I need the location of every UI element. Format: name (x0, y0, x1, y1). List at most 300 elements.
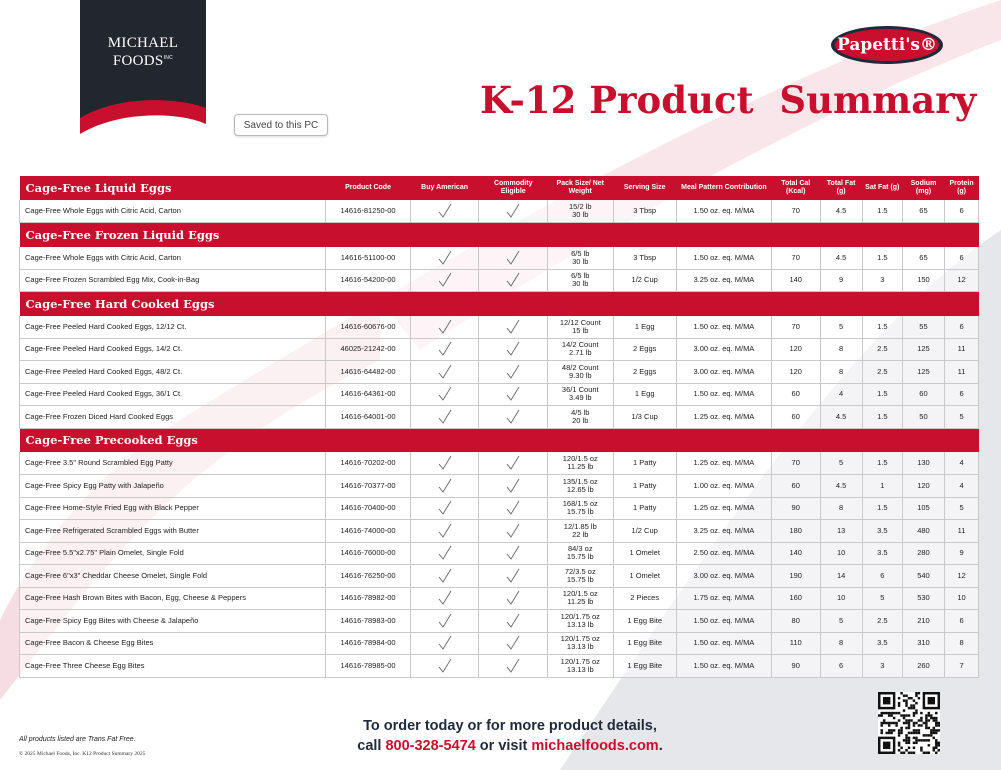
meal-pattern: 1.75 oz. eq. M/MA (676, 587, 771, 610)
category-filler (820, 292, 862, 316)
copyright-text: © 2025 Michael Foods, Inc. K12 Product Summary 2025 (19, 751, 146, 757)
buy-american-check-icon (410, 475, 479, 498)
category-filler (820, 223, 862, 247)
commodity-eligible-check-icon (479, 655, 548, 678)
category-filler (862, 428, 902, 452)
product-name: Cage-Free Peeled Hard Cooked Eggs, 14/2 Ct. (20, 338, 326, 361)
commodity-eligible-check-icon (479, 247, 548, 270)
pack-size (548, 565, 613, 588)
protein: 12 (945, 269, 979, 292)
pack-size (548, 632, 613, 655)
column-header-pack: Pack Size/ Net Weight (548, 176, 613, 200)
net-weight: 2.71 lb (569, 348, 592, 358)
sodium: 540 (902, 565, 944, 588)
pack-size (548, 269, 613, 292)
category-filler (771, 428, 820, 452)
pack-count: 12/1.85 lb (563, 521, 597, 531)
total-fat: 8 (820, 361, 862, 384)
total-fat: 4.5 (820, 475, 862, 498)
sodium: 65 (902, 247, 944, 270)
column-header-buy: Buy American (410, 176, 479, 200)
category-filler (902, 223, 944, 247)
protein: 6 (945, 383, 979, 406)
total-calories: 190 (771, 565, 820, 588)
papettis-logo (830, 25, 944, 65)
buy-american-check-icon (410, 406, 479, 429)
product-code: 14616-70202-00 (326, 452, 410, 475)
buy-american-check-icon (410, 269, 479, 292)
column-header-serving: Serving Size (613, 176, 676, 200)
total-calories: 90 (771, 497, 820, 520)
net-weight: 15.75 lb (566, 507, 594, 517)
column-header-satfat: Sat Fat (g) (862, 176, 902, 200)
category-filler (676, 292, 771, 316)
sat-fat: 1.5 (862, 406, 902, 429)
column-header-code: Product Code (326, 176, 410, 200)
sodium: 55 (902, 316, 944, 339)
meal-pattern: 3.25 oz. eq. M/MA (676, 520, 771, 543)
cta-or: or visit (475, 738, 532, 754)
serving-size: 1/2 Cup (613, 520, 676, 543)
pack-size (548, 406, 613, 429)
category-filler (548, 223, 613, 247)
buy-american-check-icon (410, 565, 479, 588)
protein: 12 (945, 565, 979, 588)
product-code: 14616-76250-00 (326, 565, 410, 588)
protein: 9 (945, 542, 979, 565)
product-code: 14616-78984-00 (326, 632, 410, 655)
pack-count: 120/1.5 oz (562, 589, 598, 599)
category-filler (410, 428, 479, 452)
category-filler (410, 292, 479, 316)
total-calories: 60 (771, 406, 820, 429)
cta-call: call (357, 738, 386, 754)
commodity-eligible-check-icon (479, 475, 548, 498)
product-code: 14616-60676-00 (326, 316, 410, 339)
order-call-to-action (300, 716, 720, 756)
sat-fat: 2.5 (862, 610, 902, 633)
total-fat: 4.5 (820, 200, 862, 223)
sat-fat: 3 (862, 655, 902, 678)
category-filler (771, 292, 820, 316)
total-fat: 5 (820, 610, 862, 633)
category-filler (862, 292, 902, 316)
serving-size: 1 Egg (613, 316, 676, 339)
table-row (20, 632, 979, 655)
product-name: Cage-Free Peeled Hard Cooked Eggs, 12/12 Ct. (20, 316, 326, 339)
meal-pattern: 1.00 oz. eq. M/MA (676, 475, 771, 498)
table-row (20, 452, 979, 475)
pack-size (548, 383, 613, 406)
meal-pattern: 1.50 oz. eq. M/MA (676, 383, 771, 406)
website-link[interactable]: michaelfoods.com (531, 738, 659, 754)
net-weight: 11.25 lb (567, 597, 594, 607)
buy-american-check-icon (410, 542, 479, 565)
total-calories: 180 (771, 520, 820, 543)
phone-number-link[interactable]: 800-328-5474 (385, 738, 476, 754)
net-weight: 30 lb (572, 210, 589, 219)
saved-to-pc-badge[interactable]: Saved to this PC (234, 114, 328, 136)
net-weight: 12.65 lb (566, 484, 594, 494)
pack-count: 120/1.75 oz (560, 611, 600, 621)
product-name: Cage-Free Hash Brown Bites with Bacon, Egg, Cheese & Peppers (20, 587, 326, 610)
pack-size (548, 361, 613, 384)
product-code: 14616-64001-00 (326, 406, 410, 429)
total-fat: 4.5 (820, 247, 862, 270)
category-filler (945, 223, 979, 247)
total-calories: 70 (771, 200, 820, 223)
category-filler (676, 428, 771, 452)
commodity-eligible-check-icon (479, 383, 548, 406)
net-weight: 11.25 lb (567, 462, 594, 471)
commodity-eligible-check-icon (479, 497, 548, 520)
serving-size: 1 Patty (613, 497, 676, 520)
sat-fat: 2.5 (862, 338, 902, 361)
column-header-meal: Meal Pattern Contribution (676, 176, 771, 200)
cta-end: . (658, 738, 663, 754)
serving-size: 1/2 Cup (613, 269, 676, 292)
product-code: 14616-78985-00 (326, 655, 410, 678)
buy-american-check-icon (410, 383, 479, 406)
pack-size (548, 452, 613, 475)
product-code: 14616-74000-00 (326, 520, 410, 543)
sodium: 50 (902, 406, 944, 429)
product-code: 14616-70400-00 (326, 497, 410, 520)
serving-size: 1 Egg Bite (613, 655, 676, 678)
total-calories: 70 (771, 452, 820, 475)
total-fat: 9 (820, 269, 862, 292)
product-name: Cage-Free Bacon & Cheese Egg Bites (20, 632, 326, 655)
sodium: 210 (902, 610, 944, 633)
table-row (20, 200, 979, 223)
sodium: 125 (902, 338, 944, 361)
commodity-eligible-check-icon (479, 542, 548, 565)
net-weight: 13.13 lb (566, 619, 594, 629)
pack-count: 14/2 Count (561, 340, 599, 350)
product-name: Cage-Free Spicy Egg Patty with Jalapeño (20, 475, 326, 498)
sodium: 65 (902, 200, 944, 223)
total-fat: 5 (820, 452, 862, 475)
page-title: K-12 Product Summary (480, 78, 977, 122)
column-header-cal: Total Cal (Kcal) (771, 176, 820, 200)
papettis-logo-text: Papetti's® (837, 35, 937, 55)
table-row (20, 475, 979, 498)
serving-size: 1 Omelet (613, 542, 676, 565)
pack-size (548, 610, 613, 633)
pack-size (548, 247, 613, 270)
pack-size (548, 655, 613, 678)
michael-foods-logo (80, 0, 206, 140)
commodity-eligible-check-icon (479, 338, 548, 361)
category-filler (902, 292, 944, 316)
protein: 11 (945, 361, 979, 384)
product-code: 46025-21242-00 (326, 338, 410, 361)
cta-line1: To order today or for more product details, (363, 718, 657, 734)
qr-code-icon[interactable] (878, 692, 940, 754)
table-row (20, 565, 979, 588)
sat-fat: 1 (862, 475, 902, 498)
net-weight: 13.13 lb (566, 664, 594, 674)
protein: 5 (945, 406, 979, 429)
category-row (20, 428, 979, 452)
serving-size: 3 Tbsp (613, 247, 676, 270)
pack-size (548, 542, 613, 565)
product-name: Cage-Free Home-Style Fried Egg with Black Pepper (20, 497, 326, 520)
total-calories: 120 (771, 361, 820, 384)
category-filler (945, 428, 979, 452)
product-code: 14616-54200-00 (326, 269, 410, 292)
product-code: 14616-64361-00 (326, 383, 410, 406)
buy-american-check-icon (410, 452, 479, 475)
serving-size: 2 Pieces (613, 587, 676, 610)
product-name: Cage-Free Peeled Hard Cooked Eggs, 48/2 Ct. (20, 361, 326, 384)
buy-american-check-icon (410, 361, 479, 384)
net-weight: 13.13 lb (566, 642, 594, 652)
pack-size (548, 475, 613, 498)
category-filler (820, 428, 862, 452)
total-fat: 10 (820, 587, 862, 610)
meal-pattern: 1.50 oz. eq. M/MA (676, 200, 771, 223)
serving-size: 1/3 Cup (613, 406, 676, 429)
total-fat: 10 (820, 542, 862, 565)
serving-size: 1 Egg Bite (613, 610, 676, 633)
serving-size: 1 Patty (613, 452, 676, 475)
serving-size: 1 Egg (613, 383, 676, 406)
column-header-sodium: Sodium (mg) (902, 176, 944, 200)
sat-fat: 3 (862, 269, 902, 292)
buy-american-check-icon (410, 316, 479, 339)
commodity-eligible-check-icon (479, 452, 548, 475)
pack-count: 4/5 lb (571, 407, 590, 417)
pack-size (548, 520, 613, 543)
commodity-eligible-check-icon (479, 587, 548, 610)
table-row (20, 406, 979, 429)
category-name: Cage-Free Hard Cooked Eggs (20, 292, 326, 316)
category-filler (479, 292, 548, 316)
total-calories: 160 (771, 587, 820, 610)
protein: 11 (945, 520, 979, 543)
table-row (20, 316, 979, 339)
product-summary-table (19, 176, 979, 678)
category-filler (548, 292, 613, 316)
product-code: 14616-81250-00 (326, 200, 410, 223)
total-calories: 140 (771, 542, 820, 565)
buy-american-check-icon (410, 632, 479, 655)
protein: 4 (945, 475, 979, 498)
meal-pattern: 1.25 oz. eq. M/MA (676, 452, 771, 475)
category-row (20, 223, 979, 247)
commodity-eligible-check-icon (479, 406, 548, 429)
sat-fat: 1.5 (862, 316, 902, 339)
logo-company-line2: FOODS (112, 53, 164, 69)
category-filler (771, 223, 820, 247)
total-calories: 70 (771, 316, 820, 339)
table-row (20, 655, 979, 678)
total-fat: 5 (820, 316, 862, 339)
pack-count: 6/5 lb (571, 248, 590, 258)
table-row (20, 361, 979, 384)
meal-pattern: 1.50 oz. eq. M/MA (676, 316, 771, 339)
buy-american-check-icon (410, 200, 479, 223)
total-calories: 120 (771, 338, 820, 361)
category-filler (479, 428, 548, 452)
total-fat: 8 (820, 632, 862, 655)
buy-american-check-icon (410, 338, 479, 361)
buy-american-check-icon (410, 655, 479, 678)
net-weight: 3.49 lb (569, 393, 592, 403)
sat-fat: 3.5 (862, 520, 902, 543)
meal-pattern: 1.25 oz. eq. M/MA (676, 406, 771, 429)
meal-pattern: 1.25 oz. eq. M/MA (676, 497, 771, 520)
total-calories: 70 (771, 247, 820, 270)
category-filler (326, 428, 410, 452)
protein: 8 (945, 632, 979, 655)
sodium: 280 (902, 542, 944, 565)
total-fat: 4 (820, 383, 862, 406)
pack-count: 120/1.75 oz (560, 656, 600, 666)
serving-size: 1 Omelet (613, 565, 676, 588)
product-code: 14616-78982-00 (326, 587, 410, 610)
category-filler (613, 428, 676, 452)
category-name: Cage-Free Frozen Liquid Eggs (20, 223, 326, 247)
product-name: Cage-Free Frozen Scrambled Egg Mix, Cook-in-Bag (20, 269, 326, 292)
table-row (20, 383, 979, 406)
product-code: 14616-70377-00 (326, 475, 410, 498)
category-row (20, 176, 979, 200)
product-code: 14616-76000-00 (326, 542, 410, 565)
protein: 6 (945, 610, 979, 633)
commodity-eligible-check-icon (479, 361, 548, 384)
commodity-eligible-check-icon (479, 520, 548, 543)
serving-size: 2 Eggs (613, 338, 676, 361)
trans-fat-note: All products listed are Trans Fat Free. (19, 736, 136, 743)
commodity-eligible-check-icon (479, 632, 548, 655)
meal-pattern: 1.50 oz. eq. M/MA (676, 610, 771, 633)
sat-fat: 5 (862, 587, 902, 610)
serving-size: 2 Eggs (613, 361, 676, 384)
total-fat: 13 (820, 520, 862, 543)
sat-fat: 2.5 (862, 361, 902, 384)
total-calories: 140 (771, 269, 820, 292)
protein: 6 (945, 200, 979, 223)
total-calories: 110 (771, 632, 820, 655)
pack-count: 168/1.5 oz (562, 499, 598, 509)
buy-american-check-icon (410, 610, 479, 633)
sat-fat: 3.5 (862, 632, 902, 655)
pack-count: 48/2 Count (561, 362, 599, 372)
protein: 4 (945, 452, 979, 475)
pack-count: 72/3.5 oz (564, 566, 596, 576)
logo-shield-shape (80, 0, 206, 140)
total-calories: 90 (771, 655, 820, 678)
commodity-eligible-check-icon (479, 200, 548, 223)
category-name: Cage-Free Precooked Eggs (20, 428, 326, 452)
commodity-eligible-check-icon (479, 610, 548, 633)
meal-pattern: 3.25 oz. eq. M/MA (676, 269, 771, 292)
table-row (20, 338, 979, 361)
category-filler (548, 428, 613, 452)
buy-american-check-icon (410, 520, 479, 543)
total-calories: 60 (771, 475, 820, 498)
total-fat: 14 (820, 565, 862, 588)
category-name: Cage-Free Liquid Eggs (20, 176, 326, 200)
total-fat: 4.5 (820, 406, 862, 429)
net-weight: 22 lb (572, 529, 589, 539)
product-name: Cage-Free Refrigerated Scrambled Eggs with Butter (20, 520, 326, 543)
net-weight: 30 lb (572, 256, 589, 266)
net-weight: 15.75 lb (566, 574, 594, 584)
commodity-eligible-check-icon (479, 269, 548, 292)
serving-size: 1 Egg Bite (613, 632, 676, 655)
meal-pattern: 1.50 oz. eq. M/MA (676, 247, 771, 270)
commodity-eligible-check-icon (479, 316, 548, 339)
table-row (20, 610, 979, 633)
buy-american-check-icon (410, 587, 479, 610)
meal-pattern: 3.00 oz. eq. M/MA (676, 565, 771, 588)
net-weight: 9.30 lb (569, 370, 592, 380)
table-row (20, 247, 979, 270)
sat-fat: 1.5 (862, 452, 902, 475)
net-weight: 15.75 lb (566, 552, 594, 562)
pack-count: 36/1 Count (561, 385, 599, 395)
pack-count: 120/1.75 oz (560, 634, 600, 644)
category-filler (613, 292, 676, 316)
sodium: 120 (902, 475, 944, 498)
category-filler (862, 223, 902, 247)
sat-fat: 1.5 (862, 383, 902, 406)
sodium: 530 (902, 587, 944, 610)
sodium: 125 (902, 361, 944, 384)
product-name: Cage-Free Frozen Diced Hard Cooked Eggs (20, 406, 326, 429)
net-weight: 30 lb (572, 279, 589, 289)
serving-size: 1 Patty (613, 475, 676, 498)
category-filler (326, 292, 410, 316)
sodium: 105 (902, 497, 944, 520)
pack-size (548, 338, 613, 361)
product-name: Cage-Free Whole Eggs with Citric Acid, Carton (20, 200, 326, 223)
sodium: 260 (902, 655, 944, 678)
product-name: Cage-Free 5.5"x2.75" Plain Omelet, Single Fold (20, 542, 326, 565)
logo-company-mark: INC (163, 55, 174, 61)
meal-pattern: 1.50 oz. eq. M/MA (676, 655, 771, 678)
sat-fat: 3.5 (862, 542, 902, 565)
category-row (20, 292, 979, 316)
meal-pattern: 1.50 oz. eq. M/MA (676, 632, 771, 655)
total-fat: 8 (820, 338, 862, 361)
protein: 11 (945, 338, 979, 361)
table-row (20, 497, 979, 520)
sodium: 130 (902, 452, 944, 475)
pack-size (548, 497, 613, 520)
category-filler (902, 428, 944, 452)
category-filler (479, 223, 548, 247)
sat-fat: 1.5 (862, 497, 902, 520)
product-name: Cage-Free Spicy Egg Bites with Cheese & Jalapeño (20, 610, 326, 633)
buy-american-check-icon (410, 247, 479, 270)
total-fat: 6 (820, 655, 862, 678)
total-fat: 8 (820, 497, 862, 520)
table-row (20, 542, 979, 565)
product-name: Cage-Free 6"x3" Cheddar Cheese Omelet, Single Fold (20, 565, 326, 588)
pack-count: 15/2 lb (569, 202, 592, 211)
pack-count: 12/12 Count (559, 317, 601, 327)
category-filler (613, 223, 676, 247)
pack-count: 6/5 lb (571, 271, 590, 281)
meal-pattern: 2.50 oz. eq. M/MA (676, 542, 771, 565)
protein: 5 (945, 497, 979, 520)
pack-count: 84/3 oz (567, 544, 593, 554)
commodity-eligible-check-icon (479, 565, 548, 588)
